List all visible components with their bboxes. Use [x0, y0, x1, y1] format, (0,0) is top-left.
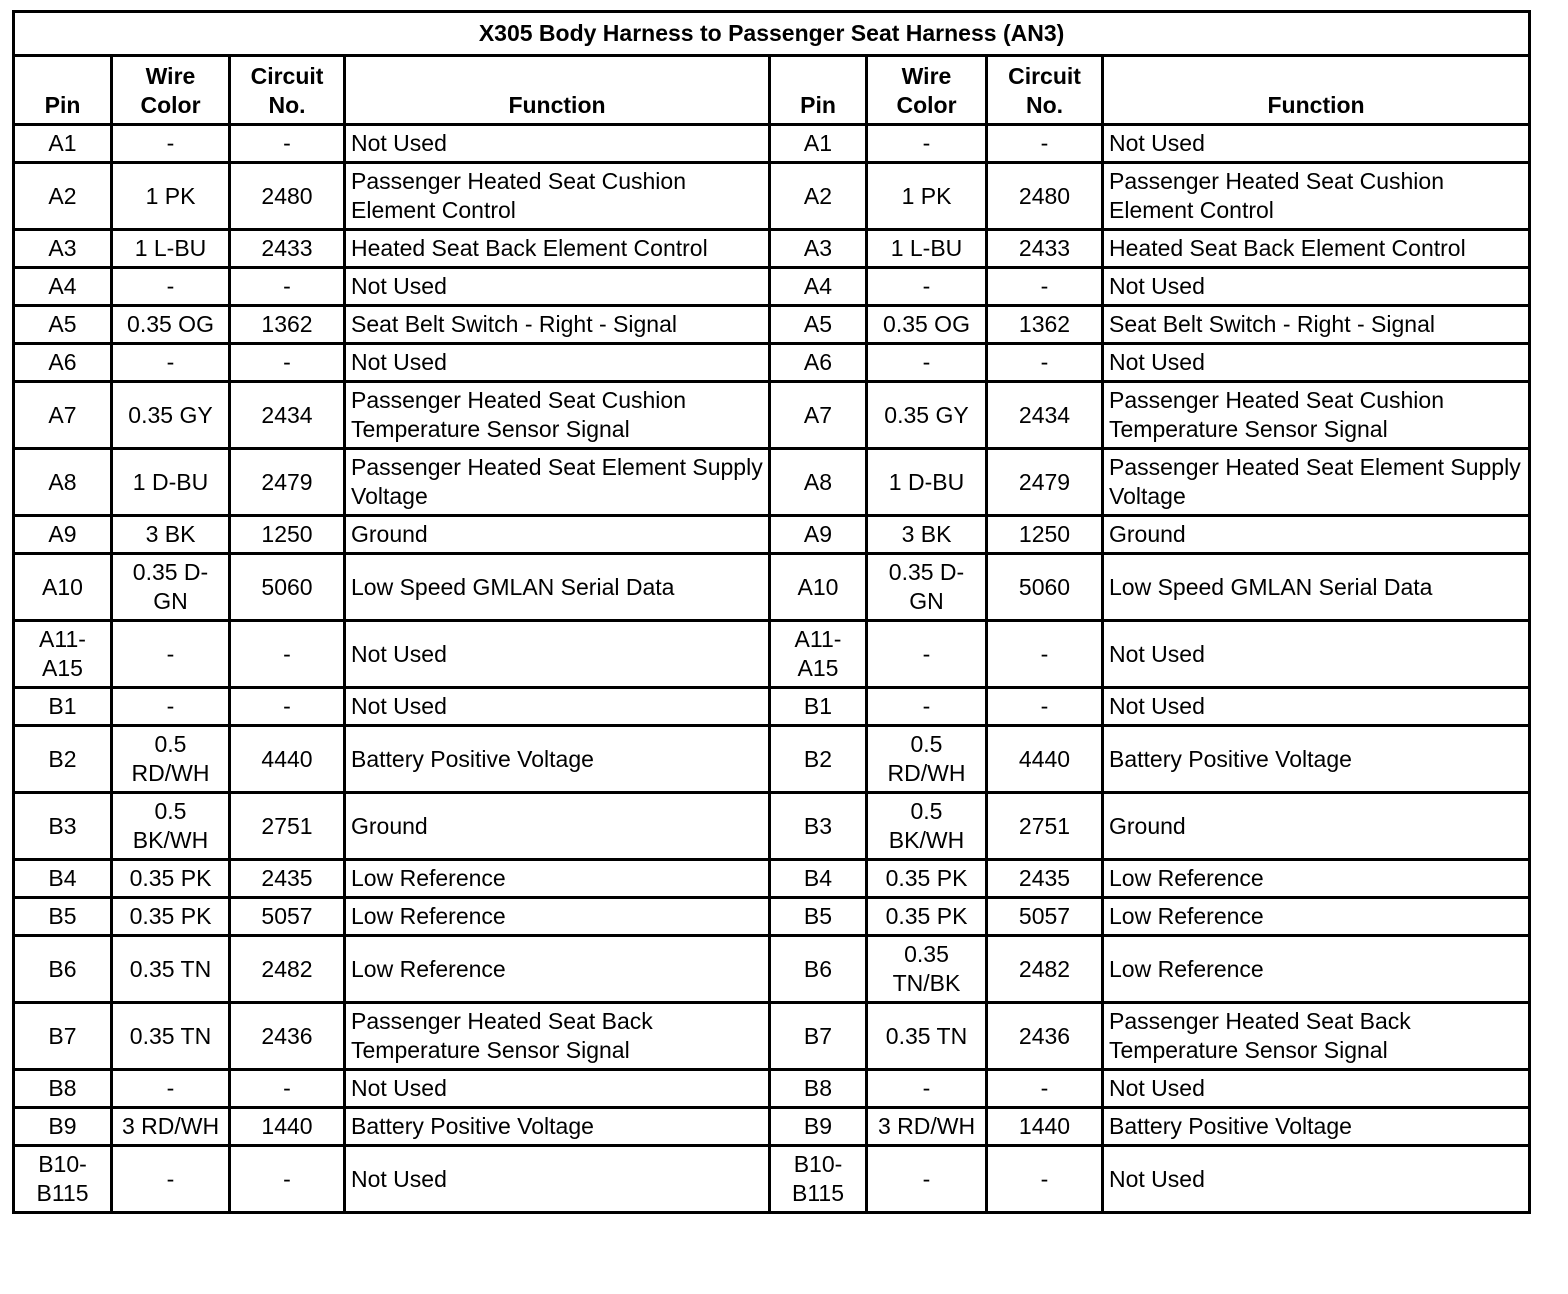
function-cell: Battery Positive Voltage: [345, 1108, 770, 1146]
header-wire-color-left: Wire Color: [112, 56, 230, 125]
wire-color-cell: 0.5 BK/WH: [867, 793, 987, 860]
circuit-cell: 2435: [230, 860, 345, 898]
wire-color-cell: 0.35 D-GN: [112, 554, 230, 621]
pin-cell: A6: [770, 344, 867, 382]
function-cell: Low Speed GMLAN Serial Data: [1103, 554, 1530, 621]
function-cell: Not Used: [345, 1146, 770, 1213]
pin-cell: B3: [770, 793, 867, 860]
function-cell: Passenger Heated Seat Element Supply Voltage: [345, 449, 770, 516]
wire-color-cell: 0.35 TN: [112, 1003, 230, 1070]
circuit-cell: 1250: [987, 516, 1103, 554]
circuit-cell: 2479: [230, 449, 345, 516]
circuit-cell: 1362: [987, 306, 1103, 344]
function-cell: Battery Positive Voltage: [1103, 726, 1530, 793]
wire-color-cell: -: [112, 125, 230, 163]
circuit-cell: 5060: [230, 554, 345, 621]
table-row: [14, 554, 1530, 621]
wire-color-cell: -: [112, 1146, 230, 1213]
header-circuit-left: Circuit No.: [230, 56, 345, 125]
function-cell: Passenger Heated Seat Element Supply Voltage: [1103, 449, 1530, 516]
circuit-cell: -: [987, 688, 1103, 726]
table-row: [14, 621, 1530, 688]
wire-color-cell: 0.35 OG: [112, 306, 230, 344]
wire-color-cell: 0.35 GY: [867, 382, 987, 449]
wire-color-cell: -: [867, 125, 987, 163]
circuit-cell: 4440: [987, 726, 1103, 793]
circuit-cell: 2433: [230, 230, 345, 268]
function-cell: Low Reference: [1103, 898, 1530, 936]
pin-cell: A8: [770, 449, 867, 516]
wire-color-cell: -: [867, 1070, 987, 1108]
header-function-left: Function: [345, 56, 770, 125]
function-cell: Not Used: [1103, 125, 1530, 163]
circuit-cell: 5057: [987, 898, 1103, 936]
pin-cell: B6: [770, 936, 867, 1003]
wire-color-cell: 0.35 D-GN: [867, 554, 987, 621]
pin-cell: A5: [770, 306, 867, 344]
circuit-cell: 1440: [230, 1108, 345, 1146]
function-cell: Not Used: [345, 688, 770, 726]
pin-cell: B3: [14, 793, 112, 860]
wire-color-cell: -: [867, 688, 987, 726]
table-row: [14, 516, 1530, 554]
pin-cell: A7: [14, 382, 112, 449]
pin-cell: B1: [14, 688, 112, 726]
pin-cell: A10: [14, 554, 112, 621]
wire-color-cell: -: [112, 268, 230, 306]
pin-cell: A7: [770, 382, 867, 449]
circuit-cell: 1362: [230, 306, 345, 344]
circuit-cell: 2751: [230, 793, 345, 860]
function-cell: Ground: [345, 793, 770, 860]
wire-color-cell: 1 L-BU: [112, 230, 230, 268]
function-cell: Low Reference: [345, 936, 770, 1003]
wire-color-cell: 1 PK: [867, 163, 987, 230]
pin-cell: A4: [770, 268, 867, 306]
header-pin-left: Pin: [14, 56, 112, 125]
wire-color-cell: 0.35 TN: [112, 936, 230, 1003]
header-pin-right: Pin: [770, 56, 867, 125]
wire-color-cell: 0.5 BK/WH: [112, 793, 230, 860]
function-cell: Ground: [345, 516, 770, 554]
table-row: [14, 382, 1530, 449]
wire-color-cell: -: [867, 268, 987, 306]
table-row: [14, 860, 1530, 898]
pin-cell: A3: [770, 230, 867, 268]
connector-pinout-table: [12, 10, 1531, 1214]
pin-cell: B9: [770, 1108, 867, 1146]
function-cell: Seat Belt Switch - Right - Signal: [345, 306, 770, 344]
function-cell: Not Used: [1103, 1070, 1530, 1108]
wire-color-cell: -: [867, 344, 987, 382]
function-cell: Ground: [1103, 516, 1530, 554]
function-cell: Heated Seat Back Element Control: [1103, 230, 1530, 268]
circuit-cell: 2433: [987, 230, 1103, 268]
circuit-cell: -: [230, 621, 345, 688]
table-row: [14, 230, 1530, 268]
function-cell: Not Used: [1103, 1146, 1530, 1213]
wire-color-cell: 0.35 GY: [112, 382, 230, 449]
circuit-cell: 1250: [230, 516, 345, 554]
pin-cell: A11-A15: [14, 621, 112, 688]
header-circuit-right: Circuit No.: [987, 56, 1103, 125]
circuit-cell: 2479: [987, 449, 1103, 516]
pin-cell: A2: [770, 163, 867, 230]
function-cell: Ground: [1103, 793, 1530, 860]
function-cell: Not Used: [345, 621, 770, 688]
pin-cell: A8: [14, 449, 112, 516]
function-cell: Passenger Heated Seat Cushion Element Control: [345, 163, 770, 230]
wire-color-cell: 0.35 OG: [867, 306, 987, 344]
table-row: [14, 688, 1530, 726]
wire-color-cell: 3 RD/WH: [867, 1108, 987, 1146]
table-row: [14, 268, 1530, 306]
pin-cell: A2: [14, 163, 112, 230]
connector-table-container: [12, 10, 1528, 1214]
pin-cell: B8: [770, 1070, 867, 1108]
pin-cell: A9: [770, 516, 867, 554]
pin-cell: A3: [14, 230, 112, 268]
circuit-cell: -: [230, 1070, 345, 1108]
pin-cell: B5: [770, 898, 867, 936]
function-cell: Not Used: [345, 125, 770, 163]
circuit-cell: -: [987, 344, 1103, 382]
wire-color-cell: 1 D-BU: [112, 449, 230, 516]
circuit-cell: -: [230, 1146, 345, 1213]
circuit-cell: 2436: [230, 1003, 345, 1070]
pin-cell: B10-B115: [770, 1146, 867, 1213]
function-cell: Battery Positive Voltage: [1103, 1108, 1530, 1146]
function-cell: Not Used: [1103, 688, 1530, 726]
circuit-cell: -: [987, 1070, 1103, 1108]
circuit-cell: -: [987, 268, 1103, 306]
function-cell: Low Speed GMLAN Serial Data: [345, 554, 770, 621]
wire-color-cell: 0.35 PK: [112, 860, 230, 898]
wire-color-cell: 0.35 TN: [867, 1003, 987, 1070]
function-cell: Passenger Heated Seat Cushion Element Control: [1103, 163, 1530, 230]
wire-color-cell: 3 RD/WH: [112, 1108, 230, 1146]
pin-cell: B5: [14, 898, 112, 936]
pin-cell: A4: [14, 268, 112, 306]
pin-cell: B7: [770, 1003, 867, 1070]
header-function-right: Function: [1103, 56, 1530, 125]
pin-cell: B8: [14, 1070, 112, 1108]
table-row: [14, 726, 1530, 793]
function-cell: Seat Belt Switch - Right - Signal: [1103, 306, 1530, 344]
circuit-cell: -: [230, 125, 345, 163]
pin-cell: B4: [770, 860, 867, 898]
function-cell: Low Reference: [1103, 860, 1530, 898]
pin-cell: B2: [14, 726, 112, 793]
table-title: X305 Body Harness to Passenger Seat Harness (AN3): [14, 12, 1530, 56]
circuit-cell: 5060: [987, 554, 1103, 621]
circuit-cell: 1440: [987, 1108, 1103, 1146]
table-row: [14, 449, 1530, 516]
circuit-cell: -: [230, 268, 345, 306]
table-row: [14, 163, 1530, 230]
table-row: [14, 1070, 1530, 1108]
table-row: [14, 936, 1530, 1003]
circuit-cell: -: [230, 688, 345, 726]
function-cell: Heated Seat Back Element Control: [345, 230, 770, 268]
pin-cell: B2: [770, 726, 867, 793]
pin-cell: B9: [14, 1108, 112, 1146]
table-row: [14, 1003, 1530, 1070]
wire-color-cell: -: [112, 688, 230, 726]
function-cell: Battery Positive Voltage: [345, 726, 770, 793]
table-row: [14, 1108, 1530, 1146]
pin-cell: A1: [14, 125, 112, 163]
wire-color-cell: 1 L-BU: [867, 230, 987, 268]
circuit-cell: 4440: [230, 726, 345, 793]
circuit-cell: 2434: [987, 382, 1103, 449]
wire-color-cell: 0.35 PK: [867, 860, 987, 898]
wire-color-cell: 1 D-BU: [867, 449, 987, 516]
wire-color-cell: 3 BK: [867, 516, 987, 554]
wire-color-cell: -: [867, 1146, 987, 1213]
pin-cell: B7: [14, 1003, 112, 1070]
function-cell: Not Used: [345, 344, 770, 382]
pin-cell: A1: [770, 125, 867, 163]
circuit-cell: -: [987, 125, 1103, 163]
table-row: [14, 344, 1530, 382]
table-row: [14, 898, 1530, 936]
function-cell: Low Reference: [345, 860, 770, 898]
pin-cell: A11-A15: [770, 621, 867, 688]
pin-cell: B1: [770, 688, 867, 726]
function-cell: Low Reference: [345, 898, 770, 936]
wire-color-cell: -: [112, 621, 230, 688]
function-cell: Passenger Heated Seat Cushion Temperature Sensor Signal: [345, 382, 770, 449]
circuit-cell: 2436: [987, 1003, 1103, 1070]
circuit-cell: 2480: [230, 163, 345, 230]
wire-color-cell: 0.35 TN/BK: [867, 936, 987, 1003]
circuit-cell: -: [230, 344, 345, 382]
table-body: [14, 125, 1530, 1213]
wire-color-cell: 0.5 RD/WH: [112, 726, 230, 793]
header-row: [14, 56, 1530, 125]
circuit-cell: 2482: [987, 936, 1103, 1003]
wire-color-cell: 3 BK: [112, 516, 230, 554]
function-cell: Passenger Heated Seat Back Temperature Sensor Signal: [345, 1003, 770, 1070]
function-cell: Passenger Heated Seat Back Temperature Sensor Signal: [1103, 1003, 1530, 1070]
function-cell: Not Used: [345, 1070, 770, 1108]
pin-cell: B6: [14, 936, 112, 1003]
wire-color-cell: 0.35 PK: [112, 898, 230, 936]
function-cell: Not Used: [1103, 344, 1530, 382]
pin-cell: B10-B115: [14, 1146, 112, 1213]
function-cell: Not Used: [1103, 621, 1530, 688]
function-cell: Low Reference: [1103, 936, 1530, 1003]
function-cell: Passenger Heated Seat Cushion Temperature Sensor Signal: [1103, 382, 1530, 449]
circuit-cell: 5057: [230, 898, 345, 936]
pin-cell: A10: [770, 554, 867, 621]
pin-cell: A9: [14, 516, 112, 554]
function-cell: Not Used: [1103, 268, 1530, 306]
function-cell: Not Used: [345, 268, 770, 306]
circuit-cell: 2480: [987, 163, 1103, 230]
circuit-cell: -: [987, 1146, 1103, 1213]
header-wire-color-right: Wire Color: [867, 56, 987, 125]
circuit-cell: 2751: [987, 793, 1103, 860]
table-row: [14, 306, 1530, 344]
table-row: [14, 1146, 1530, 1213]
wire-color-cell: 0.35 PK: [867, 898, 987, 936]
table-row: [14, 793, 1530, 860]
circuit-cell: 2434: [230, 382, 345, 449]
pin-cell: A6: [14, 344, 112, 382]
wire-color-cell: -: [112, 1070, 230, 1108]
circuit-cell: -: [987, 621, 1103, 688]
circuit-cell: 2482: [230, 936, 345, 1003]
wire-color-cell: 1 PK: [112, 163, 230, 230]
wire-color-cell: 0.5 RD/WH: [867, 726, 987, 793]
table-row: [14, 125, 1530, 163]
pin-cell: A5: [14, 306, 112, 344]
pin-cell: B4: [14, 860, 112, 898]
wire-color-cell: -: [867, 621, 987, 688]
wire-color-cell: -: [112, 344, 230, 382]
circuit-cell: 2435: [987, 860, 1103, 898]
